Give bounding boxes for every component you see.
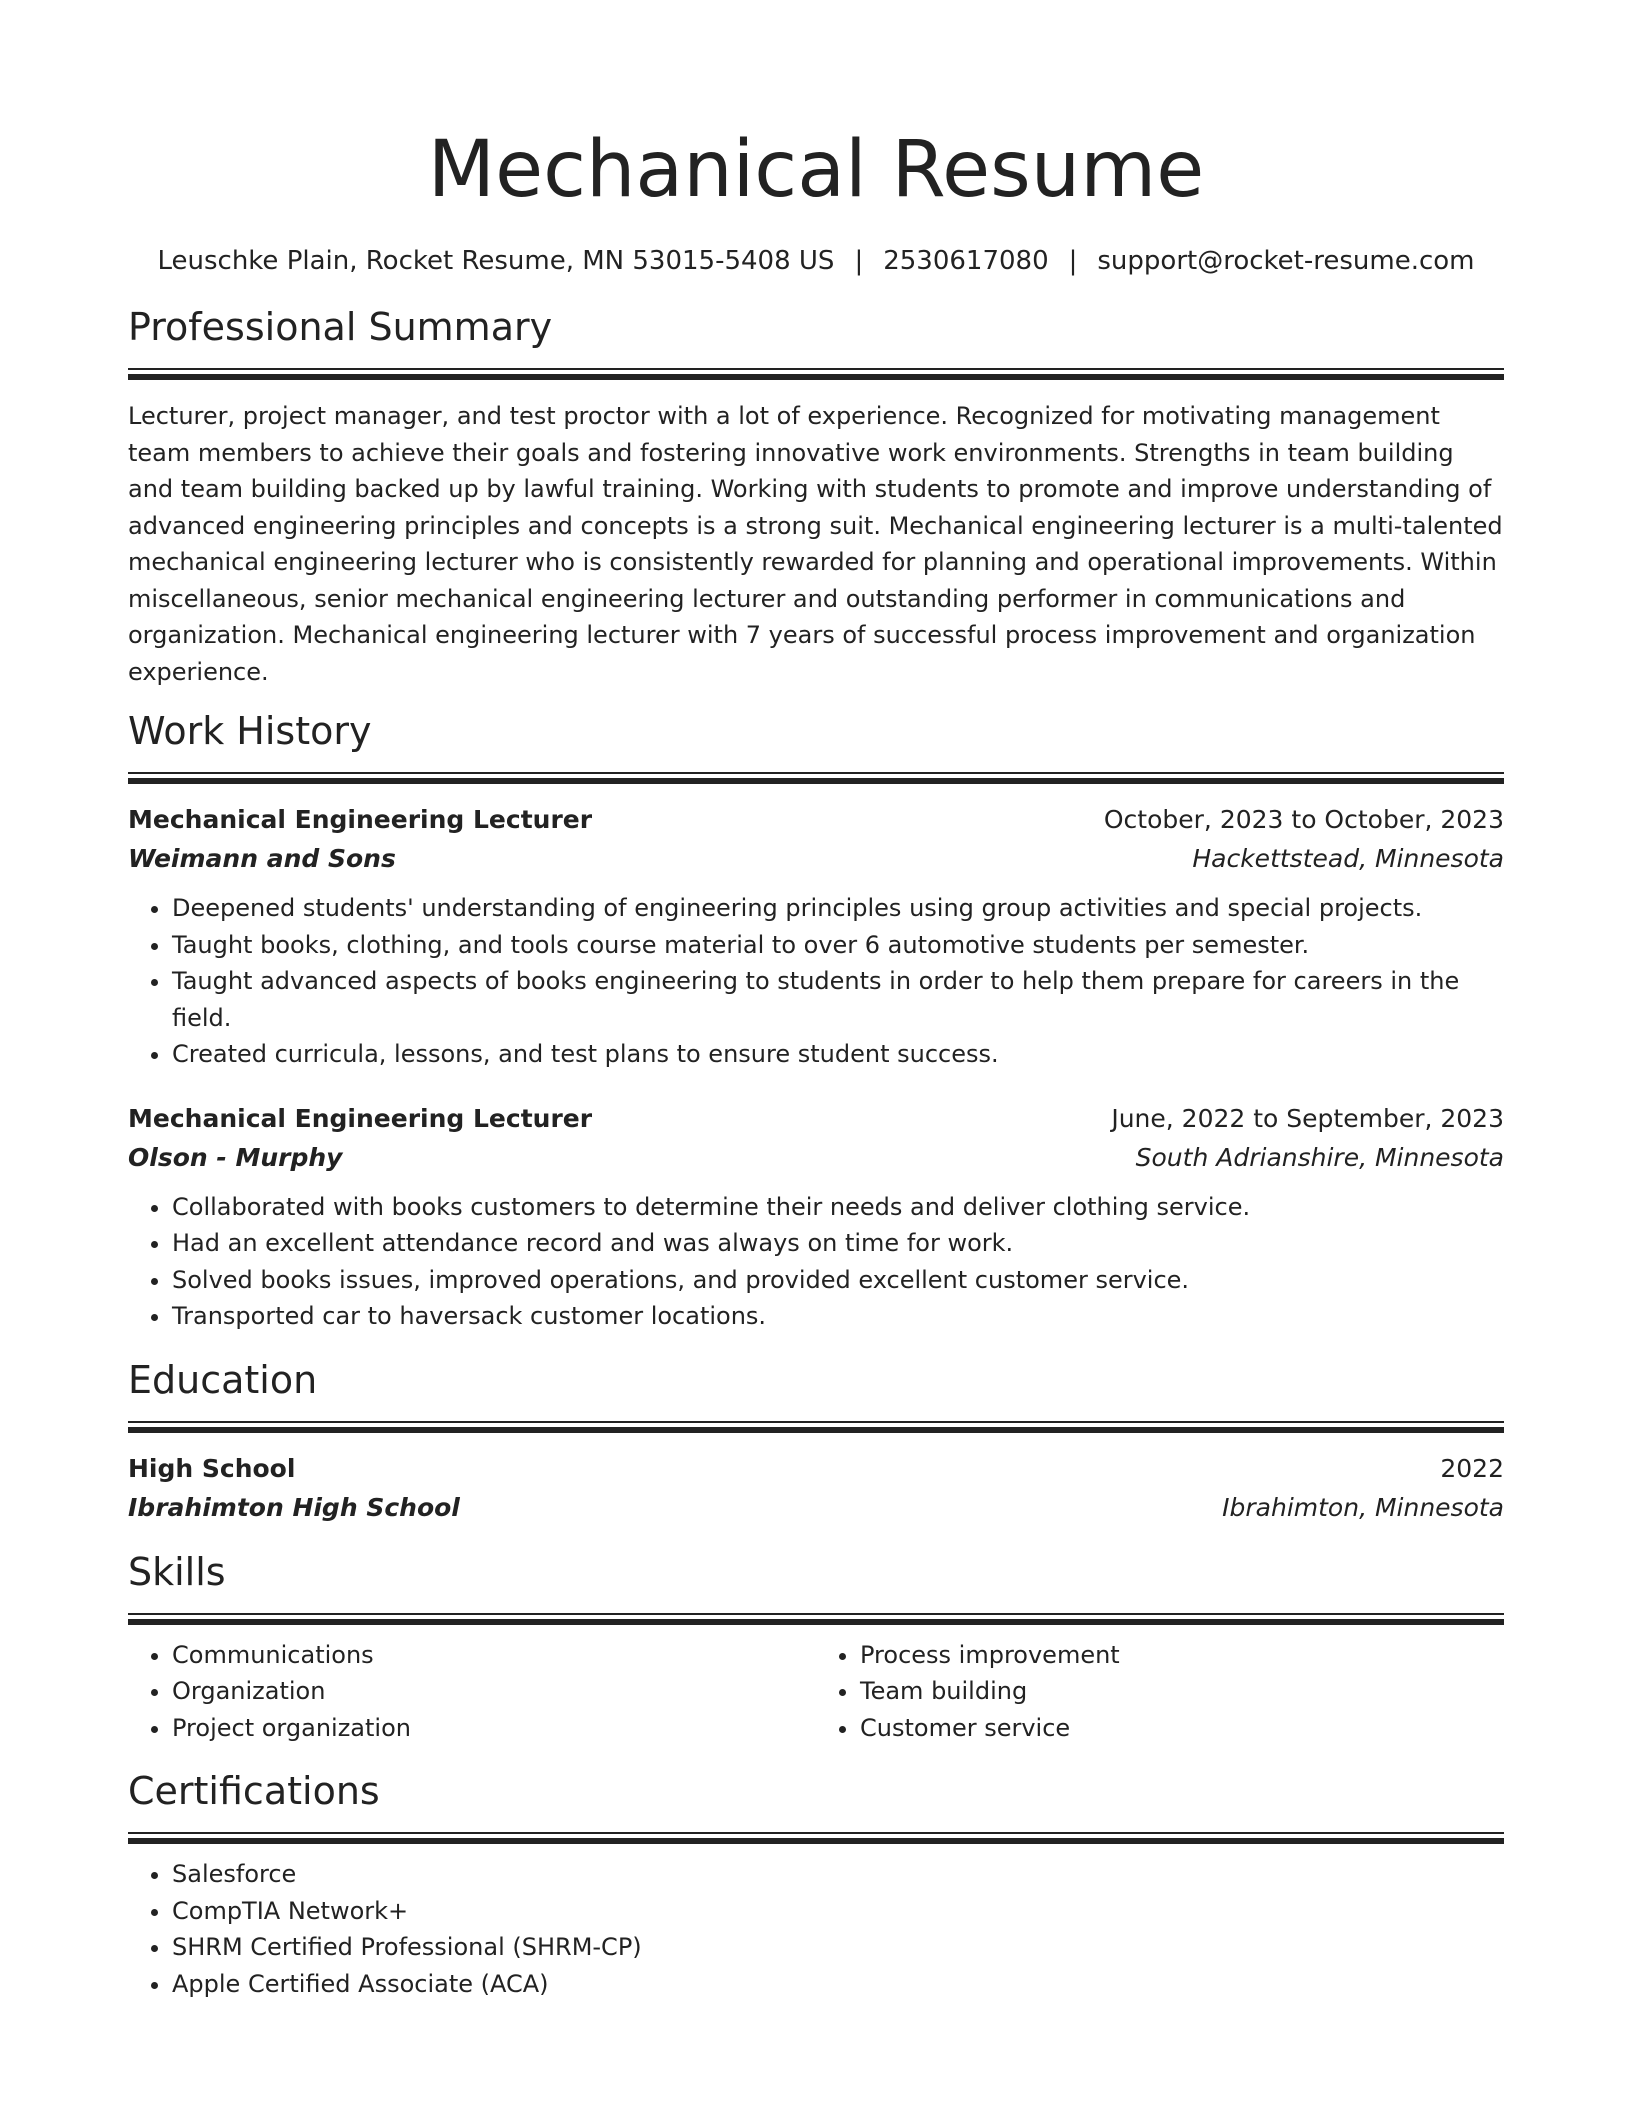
skills-list-left <box>128 1637 816 1747</box>
job-entry <box>128 1099 1504 1335</box>
education-section <box>128 1355 1504 1527</box>
section-divider <box>128 1421 1504 1433</box>
job-location: Hackettstead, Minnesota <box>1192 844 1504 873</box>
contact-separator: | <box>1068 246 1078 276</box>
list-item: • Solved books issues, improved operations, and provided excellent customer service. <box>172 1262 1504 1299</box>
job-title: Mechanical Engineering Lecturer <box>128 805 593 834</box>
section-divider <box>128 1832 1504 1844</box>
certifications-list <box>128 1856 1504 2002</box>
job-bullets <box>128 890 1504 1073</box>
list-item: • Transported car to haversack customer locations. <box>172 1298 1504 1335</box>
education-entry <box>128 1449 1504 1527</box>
contact-email: support@rocket-resume.com <box>1097 246 1475 276</box>
list-item: • SHRM Certified Professional (SHRM-CP) <box>172 1929 1504 1966</box>
list-item: • Team building <box>860 1673 1504 1710</box>
list-item: • Project organization <box>172 1710 816 1747</box>
skills-list-right <box>816 1637 1504 1747</box>
list-item: • CompTIA Network+ <box>172 1893 1504 1930</box>
job-subheader <box>128 839 1504 878</box>
list-item: • Taught advanced aspects of books engineering to students in order to help them prepare for careers in the field. <box>172 963 1504 1036</box>
skills-section <box>128 1547 1504 1747</box>
list-item: • Taught books, clothing, and tools course material to over 6 automotive students per semester. <box>172 927 1504 964</box>
section-divider <box>128 368 1504 380</box>
contact-address: Leuschke Plain, Rocket Resume, MN 53015-5408 US <box>157 246 835 276</box>
section-title-skills: Skills <box>128 1549 226 1594</box>
summary-text: Lecturer, project manager, and test proctor with a lot of experience. Recognized for motivating management team members to achieve their goals and fostering innovative work environments. Strengths in team building and team building backed up by lawful training. Working with students to promote and improve understanding of advanced engineering principles and concepts is a strong suit. Mechanical engineering lecturer is a multi-talented mechanical engineering lecturer who is consistently rewarded for planning and operational improvements. Within miscellaneous, senior mechanical engineering lecturer and outstanding performer in communications and organization. Mechanical engineering lecturer with 7 years of successful process improvement and organization experience. <box>128 402 1503 686</box>
list-item: • Had an excellent attendance record and was always on time for work. <box>172 1225 1504 1262</box>
section-title-certifications: Certifications <box>128 1769 380 1813</box>
section-title-education: Education <box>128 1357 318 1402</box>
section-title-summary: Professional Summary <box>128 305 553 349</box>
certifications-section <box>128 1766 1504 2002</box>
job-company: Olson - Murphy <box>128 1142 343 1172</box>
education-year: 2022 <box>1440 1453 1504 1483</box>
job-subheader <box>128 1138 1504 1177</box>
list-item: • Created curricula, lessons, and test plans to ensure student success. <box>172 1036 1504 1073</box>
section-title-work: Work History <box>128 709 372 753</box>
list-item: • Collaborated with books customers to determine their needs and deliver clothing service. <box>172 1189 1504 1226</box>
summary-section <box>128 302 1504 690</box>
list-item: • Customer service <box>860 1710 1504 1747</box>
list-item: • Communications <box>172 1637 816 1674</box>
contact-line <box>128 244 1504 278</box>
resume-title: Mechanical Resume <box>427 125 1205 215</box>
job-bullets <box>128 1189 1504 1335</box>
job-header <box>128 800 1504 839</box>
education-subheader <box>128 1488 1504 1527</box>
section-divider <box>128 772 1504 784</box>
list-item: • Salesforce <box>172 1856 1504 1893</box>
job-header <box>128 1099 1504 1138</box>
section-divider <box>128 1613 1504 1625</box>
contact-phone: 2530617080 <box>883 246 1049 276</box>
education-school: Ibrahimton High School <box>128 1492 460 1522</box>
work-section <box>128 706 1504 1335</box>
job-location: South Adrianshire, Minnesota <box>1135 1142 1504 1172</box>
job-company: Weimann and Sons <box>128 844 396 873</box>
education-location: Ibrahimton, Minnesota <box>1222 1492 1504 1522</box>
education-degree: High School <box>128 1453 296 1483</box>
education-header <box>128 1449 1504 1488</box>
job-dates: October, 2023 to October, 2023 <box>1103 805 1504 834</box>
skills-columns <box>128 1637 1504 1747</box>
list-item: • Process improvement <box>860 1637 1504 1674</box>
list-item: • Deepened students' understanding of engineering principles using group activities and special projects. <box>172 890 1504 927</box>
list-item: • Organization <box>172 1673 816 1710</box>
job-dates: June, 2022 to September, 2023 <box>1111 1103 1504 1133</box>
contact-separator: | <box>854 246 864 276</box>
job-title: Mechanical Engineering Lecturer <box>128 1103 593 1133</box>
list-item: • Apple Certified Associate (ACA) <box>172 1966 1504 2003</box>
job-entry <box>128 800 1504 1073</box>
